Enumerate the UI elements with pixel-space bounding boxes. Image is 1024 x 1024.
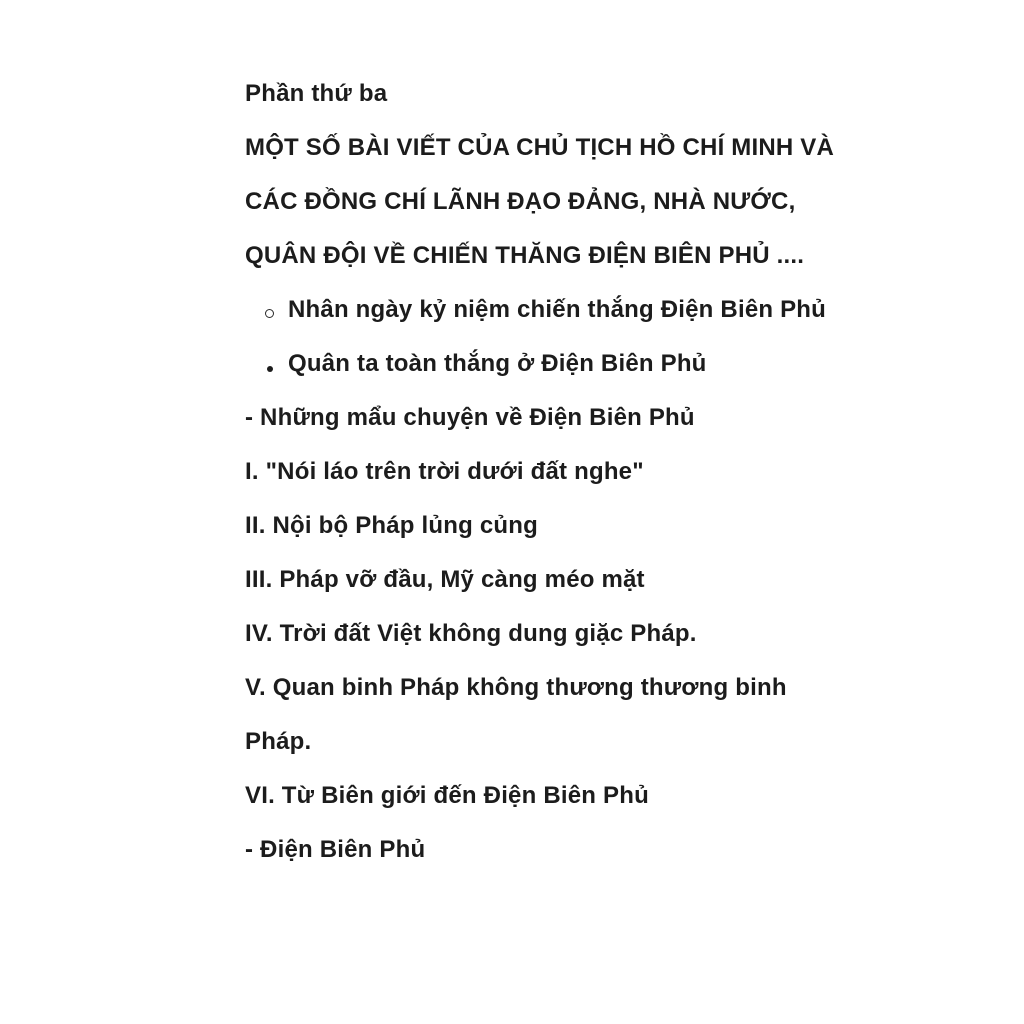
text-line [245,607,865,661]
text-line [245,283,865,337]
line-text: Pháp. [245,728,312,755]
line-text: Nhân ngày kỷ niệm chiến thắng Điện Biên Phủ [288,296,827,323]
document-page [245,67,865,877]
text-line [245,445,865,499]
line-text: IV. Trời đất Việt không dung giặc Pháp. [245,620,697,647]
line-text: MỘT SỐ BÀI VIẾT CỦA CHỦ TỊCH HỒ CHÍ MINH VÀ [245,134,835,161]
line-text: Quân ta toàn thắng ở Điện Biên Phủ [288,350,707,377]
line-text: III. Pháp vỡ đầu, Mỹ càng méo mặt [245,566,645,593]
line-text: - Những mẩu chuyện về Điện Biên Phủ [245,404,695,431]
text-line [245,823,865,877]
line-text: - Điện Biên Phủ [245,836,426,863]
text-line [245,499,865,553]
line-text: CÁC ĐỒNG CHÍ LÃNH ĐẠO ĐẢNG, NHÀ NƯỚC, [245,188,796,215]
line-text: II. Nội bộ Pháp lủng củng [245,512,538,539]
line-text: I. "Nói láo trên trời dưới đất nghe" [245,458,644,485]
line-text: V. Quan binh Pháp không thương thương binh [245,674,787,701]
dot-bullet-icon [267,366,273,372]
line-text: QUÂN ĐỘI VỀ CHIẾN THĂNG ĐIỆN BIÊN PHỦ .... [245,242,805,269]
line-text: Phần thứ ba [245,80,388,107]
text-line [245,175,865,229]
text-line [245,229,865,283]
text-line [245,553,865,607]
text-line [245,67,865,121]
text-line [245,121,865,175]
line-text: VI. Từ Biên giới đến Điện Biên Phủ [245,782,649,809]
text-line [245,661,865,715]
text-line [245,391,865,445]
text-line [245,337,865,391]
text-line [245,715,865,769]
text-line [245,769,865,823]
hollow-circle-bullet-icon [265,309,274,318]
